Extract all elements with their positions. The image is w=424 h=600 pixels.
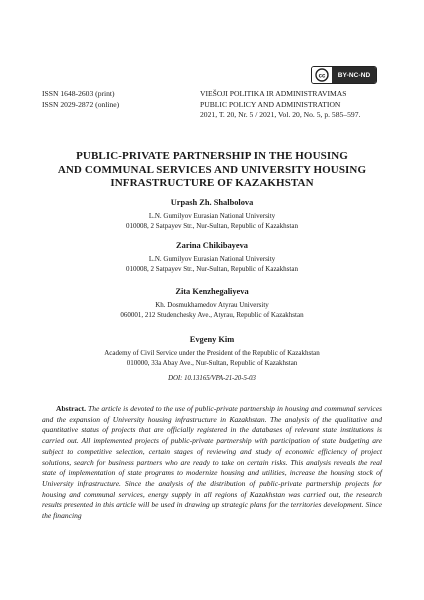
journal-header: [200, 89, 400, 121]
doi[interactable]: DOI: 10.13165/VPA-21-20-5-03: [168, 375, 256, 382]
abstract-text: The article is devoted to the use of public-private partnership in housing and communal services and the expansion of University housing infrastructure in Kazakhstan. The analysis of the qualitative and quantitative status of projects that are officially registered in the databases of relevant state institutions is carried out. All implemented projects of public-private partnership with participation of state budgeting are subject to competitive selection, certain stages of reviewing and study of economic efficiency of project solutions, search for business partners who are ready to take on certain risks. This analysis reveals the real state of implementation of state programs to modernize housing and utilities, increase the housing stock of University infrastructure. Since the analysis of the distribution of public-private partnership projects for housing and communal services, energy supply in all regions of Kazakhstan was carried out, the research results presented in this article will be used in drawing up strategic plans for the territories development. Since the financing: [42, 404, 382, 521]
affiliation-address: 060001, 212 Studenchesky Ave., Atyrau, Republic of Kazakhstan: [120, 311, 304, 320]
affiliation-institution: L.N. Gumilyov Eurasian National University: [148, 212, 276, 220]
author-name: Evgeny Kim: [189, 335, 235, 344]
abstract: [42, 404, 382, 522]
issn-online: ISSN 2029-2872 (online): [42, 99, 120, 109]
cc-license-badge[interactable]: [311, 66, 377, 84]
affiliation-address: 010008, 2 Satpayev Str., Nur-Sultan, Republic of Kazakhstan: [126, 222, 298, 231]
author-affiliation: [30, 300, 394, 321]
journal-citation: 2021, T. 20, Nr. 5 / 2021, Vol. 20, No. 5, p. 585–597.: [200, 110, 361, 120]
author-name: Urpash Zh. Shalbolova: [170, 198, 254, 207]
journal-name-en: PUBLIC POLICY AND ADMINISTRATION: [200, 99, 341, 109]
title-line-1: PUBLIC-PRIVATE PARTNERSHIP IN THE HOUSING: [76, 150, 348, 162]
journal-name-lt: VIEŠOJI POLITIKA IR ADMINISTRAVIMAS: [200, 89, 347, 98]
issn-block: [42, 89, 119, 110]
title-line-2: AND COMMUNAL SERVICES AND UNIVERSITY HOUSING: [57, 163, 367, 176]
author-name: Zarina Chikibayeva: [176, 241, 248, 250]
title-line-3: INFRASTRUCTURE OF KAZAKHSTAN: [110, 177, 314, 190]
issn-print: ISSN 1648-2603 (print): [42, 89, 115, 98]
author-affiliation: [30, 348, 394, 369]
affiliation-address: 010000, 33a Abay Ave., Nur-Sultan, Republic of Kazakhstan: [126, 359, 298, 368]
cc-icon: [312, 67, 332, 83]
affiliation-institution: Academy of Civil Service under the President of the Republic of Kazakhstan: [104, 349, 320, 357]
affiliation-institution: Kh. Dosmukhamedov Atyrau University: [155, 301, 269, 309]
svg-text:cc: cc: [318, 73, 326, 80]
abstract-label: Abstract.: [56, 404, 86, 413]
author-name: Zita Kenzhegaliyeva: [175, 287, 249, 296]
cc-license-label: BY-NC-ND: [332, 67, 376, 83]
article-title: [30, 150, 394, 191]
affiliation-address: 010008, 2 Satpayev Str., Nur-Sultan, Republic of Kazakhstan: [126, 265, 298, 274]
author-affiliation: [30, 254, 394, 275]
affiliation-institution: L.N. Gumilyov Eurasian National University: [148, 255, 276, 263]
author-affiliation: [30, 211, 394, 232]
